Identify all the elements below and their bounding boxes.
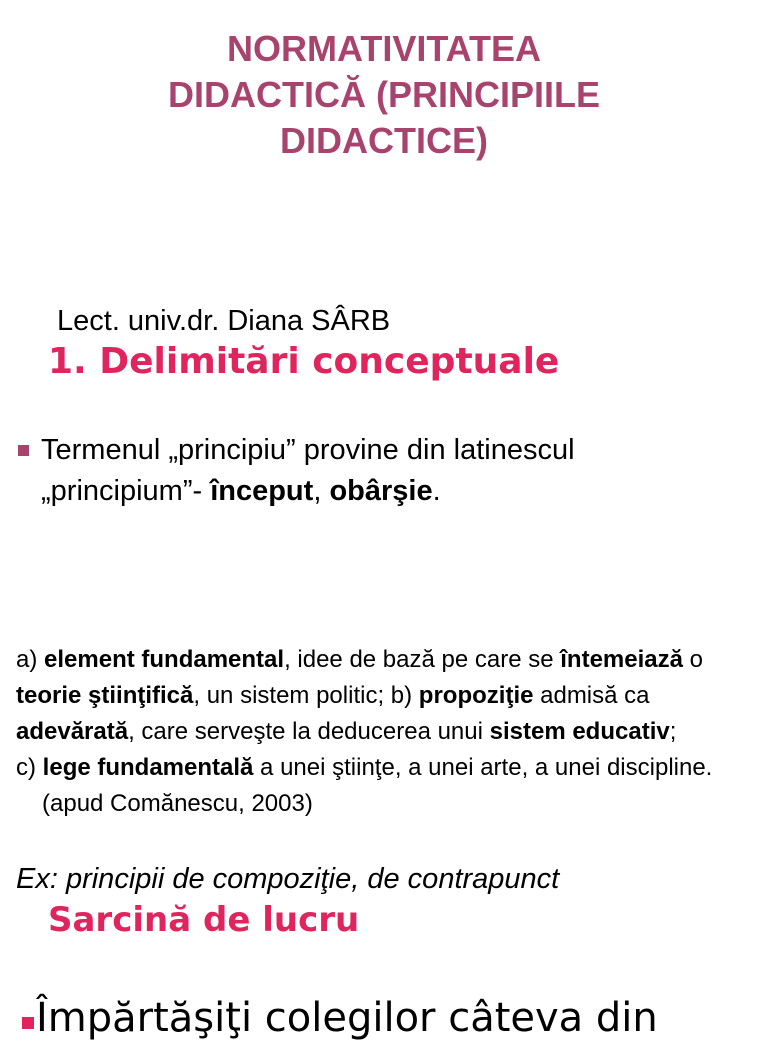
page-title [84,26,684,164]
def-b-bold-3: sistem educativ [489,718,670,745]
example-line: Ex: principii de compoziţie, de contrapunct [16,863,560,895]
bullet-separator: , [313,475,330,507]
definitions-block [16,642,756,822]
def-a-text-2: o [682,646,703,673]
bullet-text [41,430,718,512]
def-b-bold-1: propoziţie [418,682,534,709]
title-line-3: DIDACTICE) [280,120,488,161]
bullet-item [18,430,718,512]
def-c-bold-1: lege fundamentală [42,754,254,781]
task-bullet-item [22,990,658,1046]
def-c-prefix: c) [16,754,43,781]
def-a-bold-2: întemeiază [560,646,683,673]
bullet-bold-inceput: început [210,475,314,507]
square-bullet-icon [22,1017,34,1029]
def-a-prefix: a) [16,646,45,673]
def-b-bold-2: adevărată [16,718,129,745]
def-b-text-1: admisă ca [533,682,650,709]
def-c-text-1: a unei ştiinţe, a unei arte, a unei discipline. (apud Comănescu, 2003) [42,754,713,817]
bullet-text-plain: Termenul „principiu” provine din latinescul „principium”- [41,434,575,507]
def-a-bold-3: teorie ştiinţifică [16,682,194,709]
title-line-2: DIDACTICĂ (PRINCIPIILE [168,74,600,115]
def-a-text-1: , idee de bază pe care se [284,646,561,673]
section-heading: 1. Delimitări conceptuale [48,341,560,382]
square-bullet-icon [18,445,29,456]
task-heading: Sarcină de lucru [48,900,360,940]
definition-c [16,750,756,822]
def-b-text-3: ; [669,718,677,745]
task-bullet-text: Împărtăşiţi colegilor câteva din [36,995,658,1041]
def-a-text-3: , un sistem politic; b) [193,682,419,709]
author-line: Lect. univ.dr. Diana SÂRB [57,305,391,337]
definition-ab [16,646,703,745]
title-line-1: NORMATIVITATEA [227,28,541,69]
def-b-text-2: , care serveşte la deducerea unui [128,718,490,745]
def-a-bold-1: element fundamental [44,646,285,673]
bullet-end: . [432,475,441,507]
bullet-bold-obarsie: obârşie [329,475,433,507]
